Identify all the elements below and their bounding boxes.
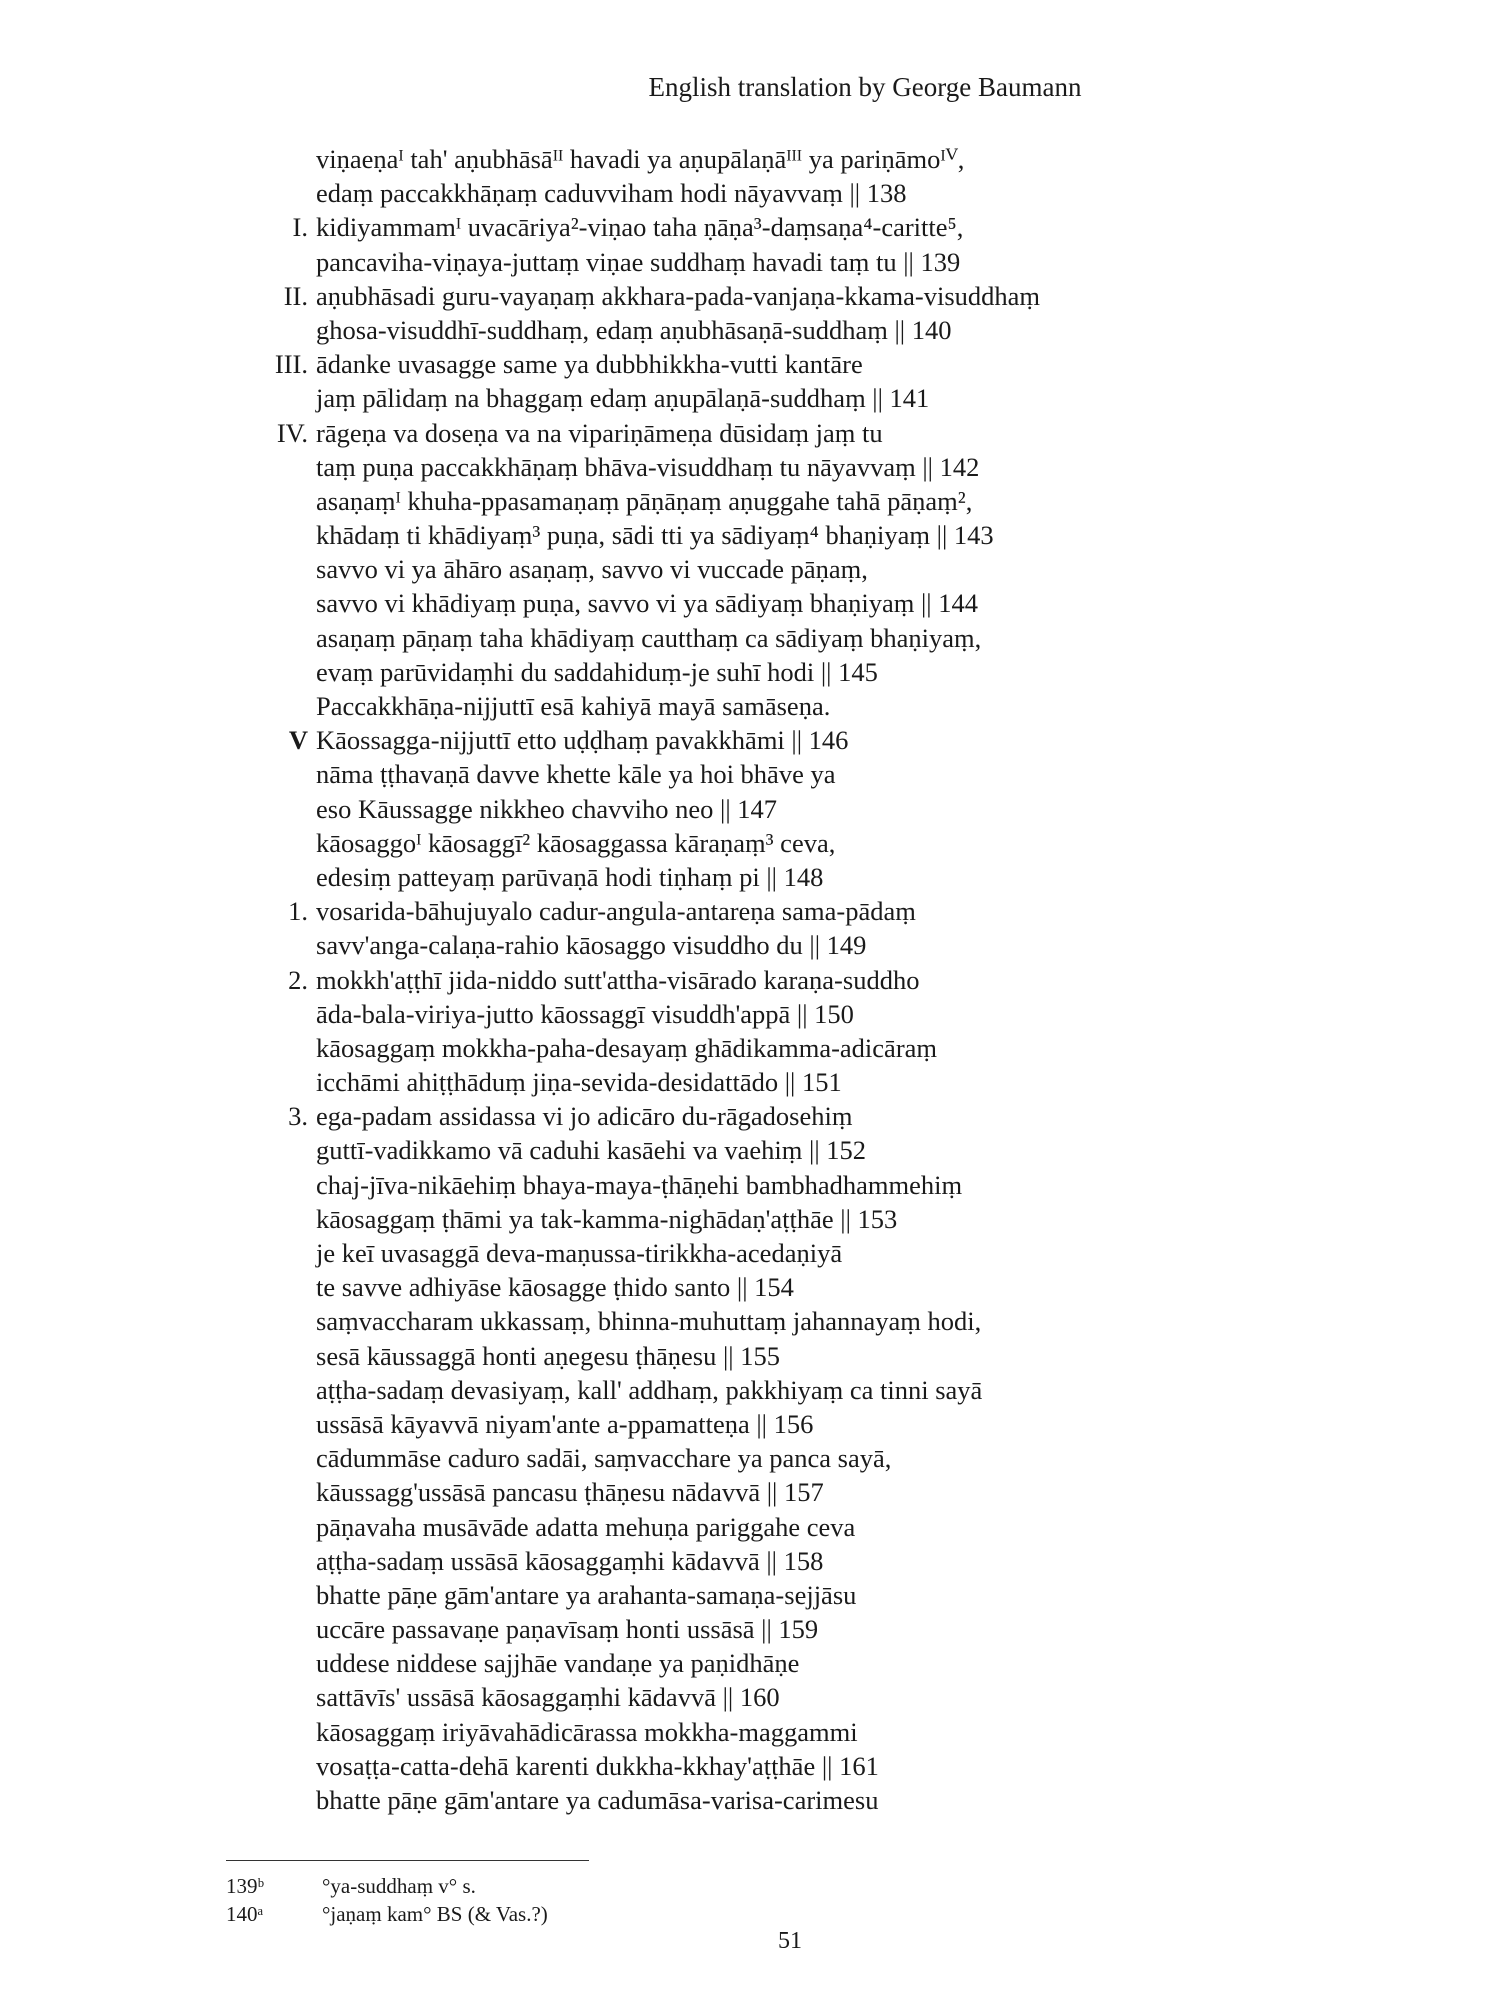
verse-line xyxy=(200,1715,1400,1749)
verse-line xyxy=(200,1031,1400,1065)
verse-text: rāgeṇa va doseṇa va na vipariṇāmeṇa dūsidaṃ jaṃ tu xyxy=(316,417,883,448)
verse-text: jaṃ pālidaṃ na bhaggaṃ edaṃ aṇupālaṇā-suddhaṃ || 141 xyxy=(316,383,930,414)
verse-text: ādanke uvasagge same ya dubbhikkha-vutti kantāre xyxy=(316,349,863,380)
verse-text: je keī uvasaggā deva-maṇussa-tirikkha-acedaṇiyā xyxy=(316,1238,843,1268)
verse-text: aṭṭha-sadaṃ ussāsā kāosaggaṃhi kādavvā || 158 xyxy=(316,1545,824,1576)
verse-line xyxy=(200,1065,1400,1099)
verse-line xyxy=(200,176,1400,210)
verse-line xyxy=(200,347,1400,381)
verse-line xyxy=(200,1646,1400,1680)
verse-line xyxy=(200,1236,1400,1270)
running-header xyxy=(0,72,1500,103)
verse-line xyxy=(200,723,1400,757)
section-marker: 1. xyxy=(288,896,308,927)
verse-text: savv'anga-calaṇa-rahio kāosaggo visuddho du || 149 xyxy=(316,930,867,961)
verse-text: taṃ puṇa paccakkhāṇaṃ bhāva-visuddhaṃ tu nāyavvaṃ || 142 xyxy=(316,451,980,482)
verse-text: ega-padam assidassa vi jo adicāro du-rāgadosehiṃ xyxy=(316,1101,853,1132)
verse-line xyxy=(200,1373,1400,1407)
verse-line xyxy=(200,1783,1400,1817)
verse-text: uccāre passavaṇe paṇavīsaṃ honti ussāsā || 159 xyxy=(316,1614,819,1645)
verse-line xyxy=(200,1099,1400,1133)
verse-text: aṇubhāsadi guru-vayaṇaṃ akkhara-pada-vanjaṇa-kkama-visuddhaṃ xyxy=(316,280,1041,311)
verse-text: uddese niddese sajjhāe vandaṇe ya paṇidhāṇe xyxy=(316,1648,800,1679)
verse-text: Kāossagga-nijjuttī etto uḍḍhaṃ pavakkhāmi || 146 xyxy=(316,725,849,756)
section-marker: V xyxy=(288,725,308,756)
verse-line xyxy=(200,655,1400,689)
section-marker: III. xyxy=(274,349,308,380)
verse-text: ussāsā kāyavvā niyam'ante a-ppamatteṇa || 156 xyxy=(316,1408,814,1439)
verse-line xyxy=(200,997,1400,1031)
verse-line xyxy=(200,757,1400,791)
verse-line xyxy=(200,1168,1400,1202)
verse-line xyxy=(200,1133,1400,1167)
verse-text: bhatte pāṇe gām'antare ya arahanta-samaṇa-sejjāsu xyxy=(316,1579,857,1610)
verse-text: khādaṃ ti khādiyaṃ³ puṇa, sādi tti ya sādiyaṃ⁴ bhaṇiyaṃ || 143 xyxy=(316,520,994,551)
verse-line xyxy=(200,1270,1400,1304)
footnote xyxy=(226,1900,1126,1928)
verse-line xyxy=(200,586,1400,620)
verse-text: kidiyammamᴵ uvacāriya²-viṇao taha ṇāṇa³-daṃsaṇa⁴-caritte⁵, xyxy=(316,212,964,243)
verse-text: kāosaggoᴵ kāosaggī² kāosaggassa kāraṇaṃ³ ceva, xyxy=(316,827,836,858)
verse-line xyxy=(200,1339,1400,1373)
verse-line xyxy=(200,1544,1400,1578)
verse-text: vosaṭṭa-catta-dehā karenti dukkha-kkhay'aṭṭhāe || 161 xyxy=(316,1750,879,1781)
verse-line xyxy=(200,552,1400,586)
verse-line xyxy=(200,928,1400,962)
verse-text: evaṃ parūvidaṃhi du saddahiduṃ-je suhī hodi || 145 xyxy=(316,656,878,687)
verse-line xyxy=(200,279,1400,313)
header-title: English translation by George Baumann xyxy=(648,72,1082,102)
verse-line xyxy=(200,518,1400,552)
footnote xyxy=(226,1872,1126,1900)
verse-text: savvo vi khādiyaṃ puṇa, savvo vi ya sādiyaṃ bhaṇiyaṃ || 144 xyxy=(316,588,978,619)
verse-text: kāosaggaṃ ṭhāmi ya tak-kamma-nighādaṇ'aṭṭhāe || 153 xyxy=(316,1203,898,1234)
verse-text: āda-bala-viriya-jutto kāossaggī visuddh'appā || 150 xyxy=(316,998,854,1029)
footnote-ref: 139ᵇ xyxy=(226,1874,265,1898)
verse-line xyxy=(200,450,1400,484)
verse-line xyxy=(200,860,1400,894)
section-marker: 2. xyxy=(288,964,308,995)
verse-line xyxy=(200,142,1400,176)
verse-line xyxy=(200,621,1400,655)
verse-line xyxy=(200,1475,1400,1509)
verse-text: te savve adhiyāse kāosagge ṭhido santo || 154 xyxy=(316,1272,794,1303)
verse-text: chaj-jīva-nikāehiṃ bhaya-maya-ṭhāṇehi bambhadhammehiṃ xyxy=(316,1169,963,1200)
section-marker: IV. xyxy=(276,417,308,448)
footnote-text: °jaṇaṃ kam° BS (& Vas.?) xyxy=(322,1902,548,1926)
verse-line xyxy=(200,826,1400,860)
verse-text: viṇaeṇaᴵ tah' aṇubhāsāᴵᴵ havadi ya aṇupālaṇāᴵᴵᴵ ya pariṇāmoᴵⱽ, xyxy=(316,144,965,174)
verse-text: asaṇaṃ pāṇaṃ taha khādiyaṃ cautthaṃ ca sādiyaṃ bhaṇiyaṃ, xyxy=(316,622,982,653)
verse-text: kāosaggaṃ iriyāvahādicārassa mokkha-maggammi xyxy=(316,1716,858,1747)
verse-text: pāṇavaha musāvāde adatta mehuṇa pariggahe ceva xyxy=(316,1511,856,1542)
verse-line xyxy=(200,245,1400,279)
verse-text: savvo vi ya āhāro asaṇaṃ, savvo vi vuccade pāṇaṃ, xyxy=(316,554,868,585)
verse-line xyxy=(200,416,1400,450)
verse-line xyxy=(200,1510,1400,1544)
verse-line xyxy=(200,792,1400,826)
verse-text: eso Kāussagge nikkheo chavviho neo || 147 xyxy=(316,793,778,824)
verse-line xyxy=(200,1441,1400,1475)
verse-text: nāma ṭṭhavaṇā davve khette kāle ya hoi bhāve ya xyxy=(316,759,836,790)
verse-text: kāussagg'ussāsā pancasu ṭhāṇesu nādavvā || 157 xyxy=(316,1477,824,1508)
verse-line xyxy=(200,1578,1400,1612)
section-marker: 3. xyxy=(288,1101,308,1132)
verse-line xyxy=(200,381,1400,415)
footnotes xyxy=(226,1872,1126,1928)
verse-text: pancaviha-viṇaya-juttaṃ viṇae suddhaṃ havadi taṃ tu || 139 xyxy=(316,246,961,277)
footnote-ref: 140ᵃ xyxy=(226,1902,264,1926)
footnote-divider xyxy=(226,1860,589,1861)
verse-line xyxy=(200,894,1400,928)
verse-text: mokkh'aṭṭhī jida-niddo sutt'attha-visārado karaṇa-suddho xyxy=(316,964,920,995)
verse-text: kāosaggaṃ mokkha-paha-desayaṃ ghādikamma-adicāraṃ xyxy=(316,1032,938,1063)
section-marker: II. xyxy=(283,280,308,311)
verse-line xyxy=(200,689,1400,723)
verse-text: Paccakkhāṇa-nijjuttī esā kahiyā mayā samāseṇa. xyxy=(316,691,831,721)
verse-text-block xyxy=(200,142,1400,1817)
verse-text: cādummāse caduro sadāi, saṃvacchare ya panca sayā, xyxy=(316,1443,892,1474)
footnote-text: °ya-suddhaṃ v° s. xyxy=(322,1874,476,1898)
verse-text: saṃvaccharam ukkassaṃ, bhinna-muhuttaṃ jahannayaṃ hodi, xyxy=(316,1306,982,1337)
verse-line xyxy=(200,1202,1400,1236)
verse-line xyxy=(200,313,1400,347)
verse-text: sattāvīs' ussāsā kāosaggaṃhi kādavvā || 160 xyxy=(316,1682,780,1713)
page-number: 51 xyxy=(778,1928,802,1954)
verse-text: guttī-vadikkamo vā caduhi kasāehi va vaehiṃ || 152 xyxy=(316,1135,867,1166)
verse-text: vosarida-bāhujuyalo cadur-angula-antareṇa sama-pādaṃ xyxy=(316,896,916,927)
section-marker: I. xyxy=(292,212,308,243)
verse-text: asaṇaṃᴵ khuha-ppasamaṇaṃ pāṇāṇaṃ aṇuggahe tahā pāṇaṃ², xyxy=(316,485,973,516)
verse-text: sesā kāussaggā honti aṇegesu ṭhāṇesu || 155 xyxy=(316,1340,780,1371)
verse-text: edesiṃ patteyaṃ parūvaṇā hodi tiṇhaṃ pi || 148 xyxy=(316,861,824,892)
verse-text: aṭṭha-sadaṃ devasiyaṃ, kall' addhaṃ, pakkhiyaṃ ca tinni sayā xyxy=(316,1374,983,1405)
verse-line xyxy=(200,210,1400,244)
verse-line xyxy=(200,963,1400,997)
verse-line xyxy=(200,484,1400,518)
verse-text: ghosa-visuddhī-suddhaṃ, edaṃ aṇubhāsaṇā-suddhaṃ || 140 xyxy=(316,314,952,345)
verse-line xyxy=(200,1749,1400,1783)
verse-line xyxy=(200,1612,1400,1646)
verse-line xyxy=(200,1407,1400,1441)
verse-text: icchāmi ahiṭṭhāduṃ jiṇa-sevida-desidattādo || 151 xyxy=(316,1067,842,1098)
verse-text: bhatte pāṇe gām'antare ya cadumāsa-varisa-carimesu xyxy=(316,1785,879,1815)
page-number-row xyxy=(0,1928,1500,1955)
verse-line xyxy=(200,1680,1400,1714)
verse-text: edaṃ paccakkhāṇaṃ caduvviham hodi nāyavvaṃ || 138 xyxy=(316,178,907,209)
verse-line xyxy=(200,1304,1400,1338)
